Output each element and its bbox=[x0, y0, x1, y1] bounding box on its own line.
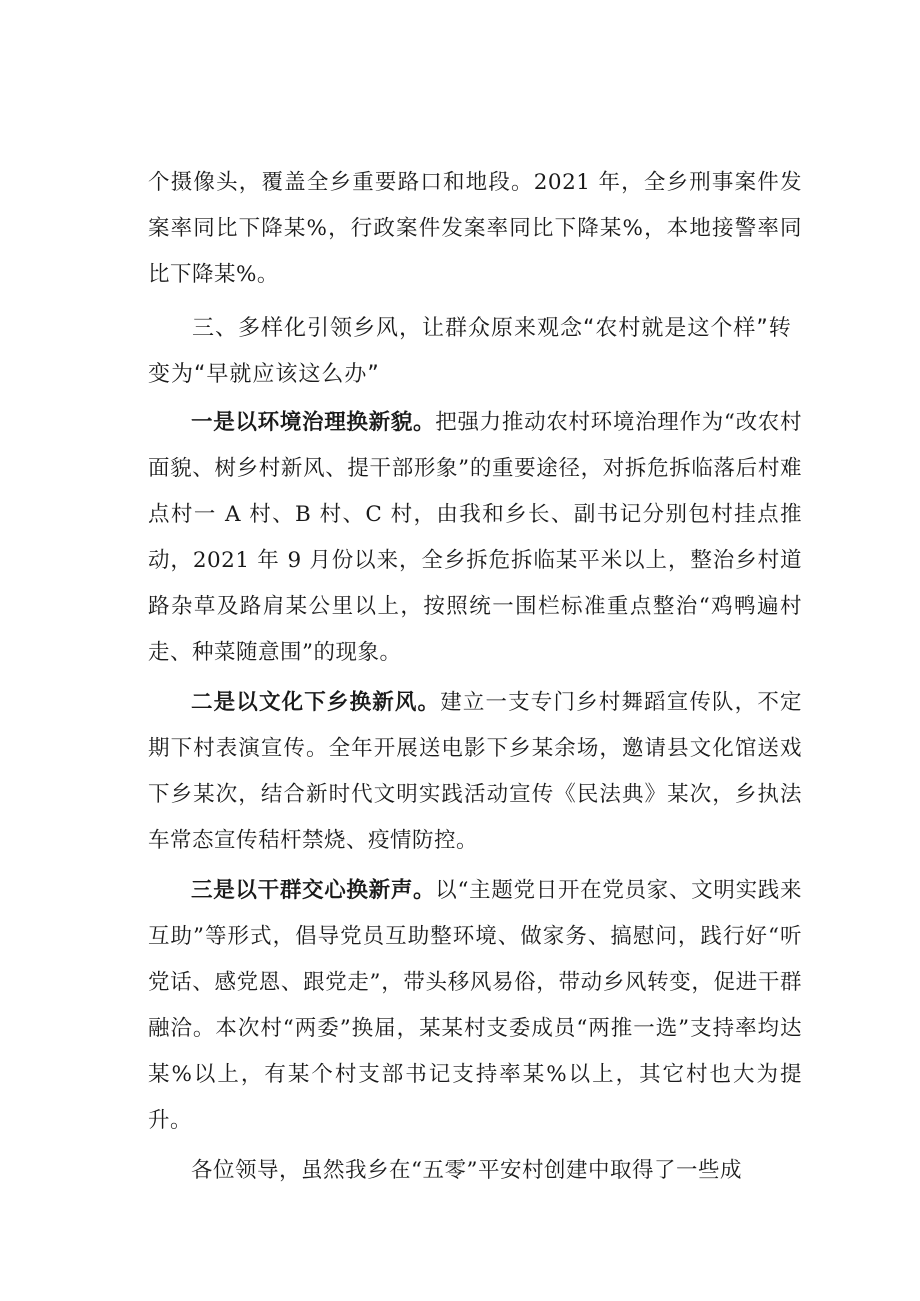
document-body bbox=[148, 160, 802, 1194]
item-2-lead: 二是以文化下乡换新风。 bbox=[191, 690, 441, 715]
section-heading: 三、多样化引领乡风，让群众原来观念“农村就是这个样”转变为“早就应该这么办” bbox=[148, 316, 792, 387]
item-1-body: 把强力推动农村环境治理作为“改农村面貌、树乡村新风、提干部形象”的重要途径，对拆危拆临落后村难点村一 A 村、B 村、C 村，由我和乡长、副书记分别包村挂点推动，2021 年 9 月份以来，全乡拆危拆临某平米以上，整治乡村道路杂草及路肩某公里以上，按照统一围栏标准重点整治“鸡鸭遍村走、种菜随意围”的现象。 bbox=[148, 410, 802, 665]
paragraph-item-3 bbox=[148, 868, 802, 1144]
item-3-body: 以“主题党日开在党员家、文明实践来互助”等形式，倡导党员互助整环境、做家务、搞慰问，践行好“听党话、感党恩、跟党走”，带头移风易俗，带动乡风转变，促进干群融洽。本次村“两委”换届，某某村支委成员“两推一选”支持率均达某%以上，有某个村支部书记支持率某%以上，其它村也大为提升。 bbox=[148, 878, 802, 1133]
paragraph-continuation: 个摄像头，覆盖全乡重要路口和地段。2021 年，全乡刑事案件发案率同比下降某%，行政案件发案率同比下降某%，本地接警率同比下降某%。 bbox=[148, 170, 802, 287]
paragraph-item-1 bbox=[148, 400, 802, 676]
item-3-lead: 三是以干群交心换新声。 bbox=[191, 878, 436, 903]
paragraph-closing: 各位领导，虽然我乡在“五零”平安村创建中取得了一些成 bbox=[191, 1158, 742, 1183]
paragraph-item-2 bbox=[148, 680, 802, 864]
item-1-lead: 一是以环境治理换新貌。 bbox=[191, 410, 436, 435]
item-2-body: 建立一支专门乡村舞蹈宣传队，不定期下村表演宣传。全年开展送电影下乡某余场，邀请县文化馆送戏下乡某次，结合新时代文明实践活动宣传《民法典》某次，乡执法车常态宣传秸杆禁烧、疫情防控。 bbox=[148, 690, 802, 853]
